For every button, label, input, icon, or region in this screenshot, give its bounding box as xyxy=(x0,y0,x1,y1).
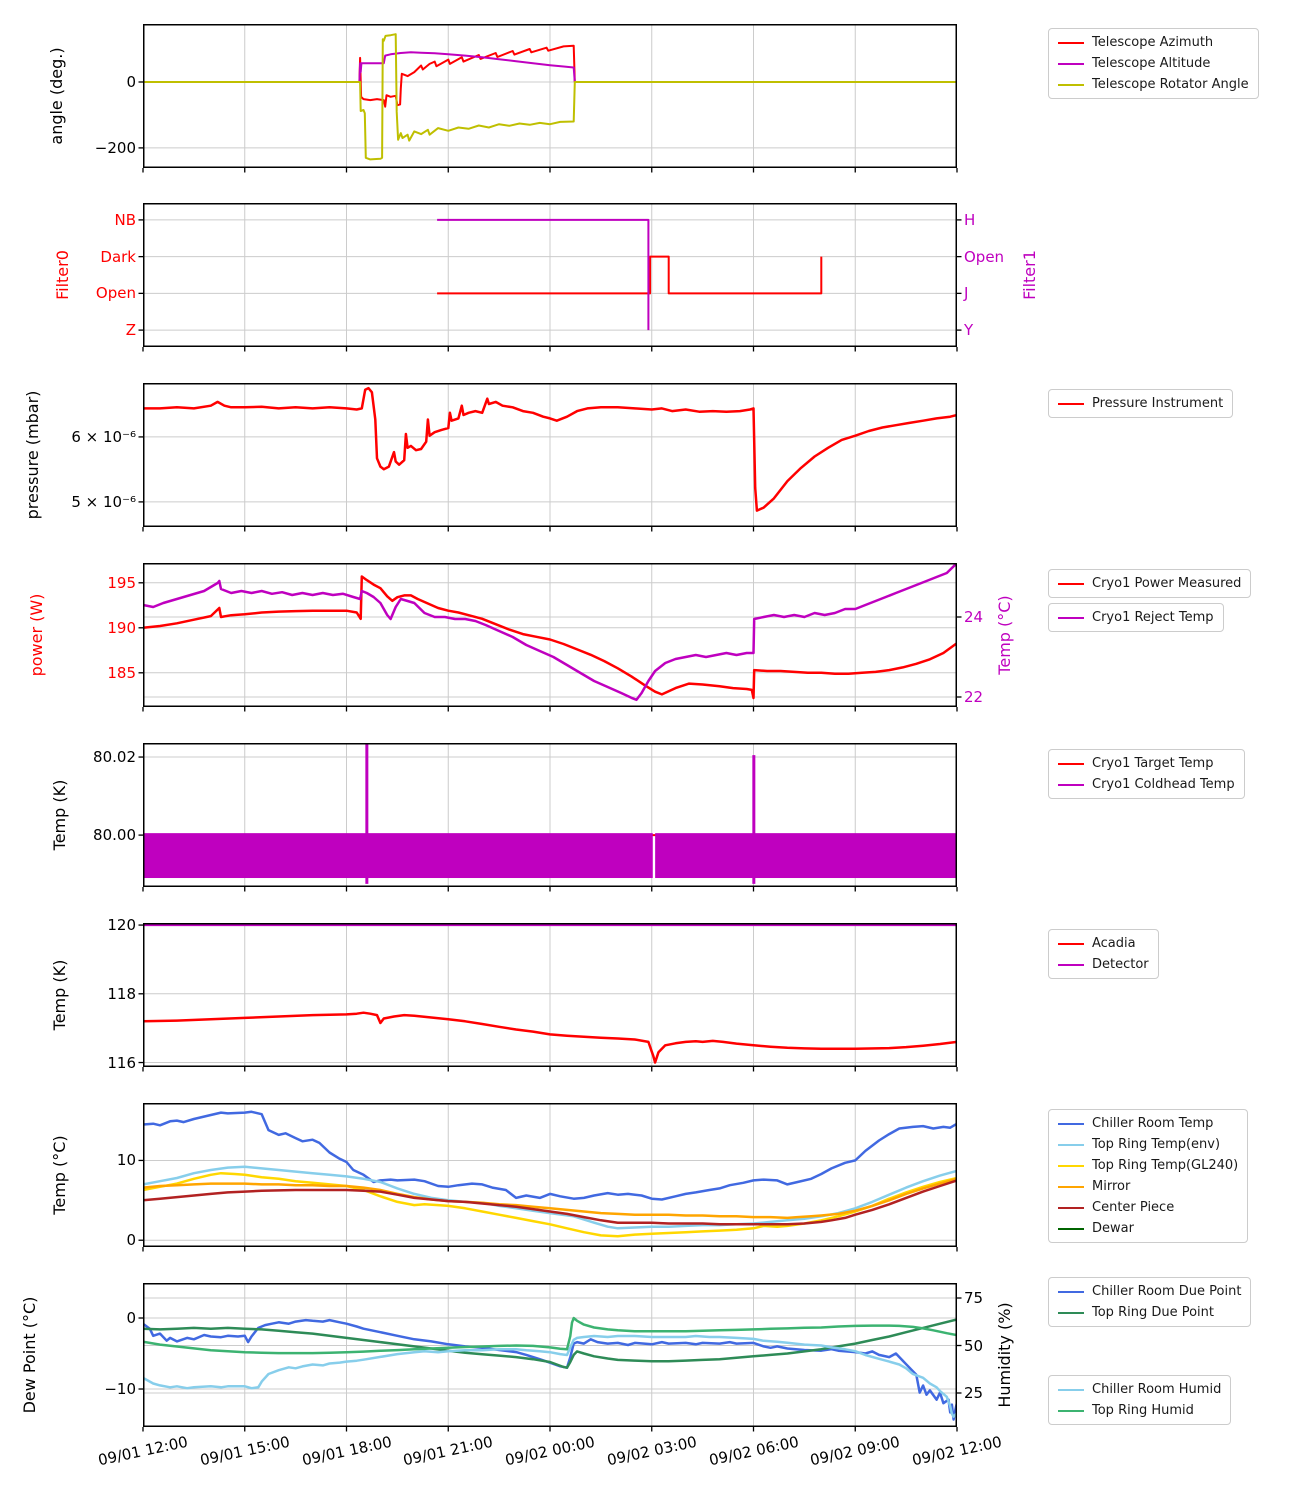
xtick-label-6: 09/02 06:00 xyxy=(707,1432,800,1470)
legend-label: Cryo1 Power Measured xyxy=(1092,576,1242,591)
panel-angle-plot xyxy=(143,24,957,168)
legend-label: Chiller Room Due Point xyxy=(1092,1284,1242,1299)
xtick-label-5: 09/02 03:00 xyxy=(605,1432,699,1470)
panel-dew-humidity-plot xyxy=(143,1283,957,1427)
legend-line-sample xyxy=(1058,784,1084,786)
dew-humidity-legend-1 xyxy=(1048,1375,1231,1425)
legend-line-sample xyxy=(1058,42,1084,44)
legend-line-sample xyxy=(1058,84,1084,86)
panel-filters-series xyxy=(437,220,821,330)
series-filter1 xyxy=(437,220,648,330)
filters-ytick-left-NB: NB xyxy=(114,210,136,229)
legend-item-telescope-altitude xyxy=(1058,55,1249,72)
legend-label: Cryo1 Target Temp xyxy=(1092,756,1214,771)
dew-humidity-ytick-right-75: 75 xyxy=(964,1289,984,1307)
legend-item-detector xyxy=(1058,956,1149,973)
ambient-temp-ylabel-left: Temp (°C) xyxy=(50,1135,69,1215)
legend-line-sample xyxy=(1058,1291,1084,1293)
angle-ytick-left-−200: −200 xyxy=(94,138,136,157)
xtick-label-4: 09/02 00:00 xyxy=(503,1432,597,1470)
legend-item-telescope-rotator-angle xyxy=(1058,76,1249,93)
pressure-ytick-left-5 × 10⁻⁶: 5 × 10⁻⁶ xyxy=(71,492,136,511)
filters-ytick-right-H: H xyxy=(964,210,976,229)
legend-line-sample xyxy=(1058,1186,1084,1188)
filters-ytick-left-Dark: Dark xyxy=(100,247,136,266)
cryo-power-ytick-right-24: 24 xyxy=(964,608,984,626)
angle-ylabel-left: angle (deg.) xyxy=(47,47,66,145)
detector-temp-ylabel-left: Temp (K) xyxy=(50,959,69,1031)
legend-item-cryo1-power-measured xyxy=(1058,575,1241,592)
legend-line-sample xyxy=(1058,1207,1084,1209)
legend-label: Telescope Rotator Angle xyxy=(1092,77,1249,92)
legend-item-top-ring-due-point xyxy=(1058,1304,1241,1321)
xtick-label-1: 09/01 15:00 xyxy=(198,1432,292,1470)
cryo-coldhead-ytick-left-80.02: 80.02 xyxy=(93,748,136,767)
legend-item-top-ring-humid xyxy=(1058,1402,1221,1419)
legend-line-sample xyxy=(1058,1123,1084,1125)
legend-item-center-piece xyxy=(1058,1199,1238,1216)
pressure-ylabel-left: pressure (mbar) xyxy=(23,390,42,520)
legend-item-cryo1-reject-temp xyxy=(1058,609,1214,626)
legend-label: Acadia xyxy=(1092,936,1136,951)
filters-ytick-right-Open: Open xyxy=(964,247,1005,266)
legend-label: Chiller Room Temp xyxy=(1092,1116,1214,1131)
angle-legend-0 xyxy=(1048,28,1259,99)
filters-ylabel-left: Filter0 xyxy=(53,250,72,300)
legend-item-pressure-instrument xyxy=(1058,395,1223,412)
legend-line-sample xyxy=(1058,763,1084,765)
legend-line-sample xyxy=(1058,1144,1084,1146)
legend-label: Cryo1 Coldhead Temp xyxy=(1092,777,1235,792)
ambient-temp-ytick-left-0: 0 xyxy=(126,1231,136,1250)
filters-ylabel-right: Filter1 xyxy=(1020,250,1039,300)
legend-label: Top Ring Humid xyxy=(1092,1403,1194,1418)
legend-label: Top Ring Temp(GL240) xyxy=(1092,1158,1239,1173)
legend-label: Center Piece xyxy=(1092,1200,1175,1215)
legend-line-sample xyxy=(1058,583,1084,585)
ambient-temp-legend-0 xyxy=(1048,1109,1248,1243)
legend-item-acadia xyxy=(1058,935,1149,952)
cryo-power-ylabel-right: Temp (°C) xyxy=(995,595,1014,675)
legend-label: Pressure Instrument xyxy=(1092,396,1224,411)
filters-ytick-right-J: J xyxy=(964,284,969,303)
legend-label: Top Ring Due Point xyxy=(1092,1305,1214,1320)
legend-label: Mirror xyxy=(1092,1179,1131,1194)
xtick-label-8: 09/02 12:00 xyxy=(910,1432,1004,1470)
dew-humidity-ytick-right-25: 25 xyxy=(964,1383,984,1402)
legend-label: Dewar xyxy=(1092,1221,1134,1236)
detector-temp-ytick-left-120: 120 xyxy=(107,916,136,935)
panel-pressure-plot xyxy=(143,383,957,527)
pressure-ytick-left-6 × 10⁻⁶: 6 × 10⁻⁶ xyxy=(71,427,136,446)
legend-line-sample xyxy=(1058,1312,1084,1314)
cryo-power-ytick-left-185: 185 xyxy=(107,663,136,682)
dew-humidity-ytick-left-−10: −10 xyxy=(104,1380,136,1398)
legend-label: Top Ring Temp(env) xyxy=(1092,1137,1221,1152)
legend-item-chiller-room-temp xyxy=(1058,1115,1238,1132)
pressure-legend-0 xyxy=(1048,389,1233,418)
legend-item-top-ring-temp-env- xyxy=(1058,1136,1238,1153)
legend-line-sample xyxy=(1058,403,1084,405)
legend-item-cryo1-coldhead-temp xyxy=(1058,776,1235,793)
filters-ytick-right-Y: Y xyxy=(964,321,974,340)
legend-line-sample xyxy=(1058,964,1084,966)
dew-humidity-ylabel-right: Humidity (%) xyxy=(995,1302,1014,1408)
dew-humidity-ytick-left-0: 0 xyxy=(126,1309,136,1327)
dew-humidity-legend-0 xyxy=(1048,1277,1251,1327)
xtick-label-0: 09/01 12:00 xyxy=(96,1432,190,1470)
legend-item-cryo1-target-temp xyxy=(1058,755,1235,772)
cryo-coldhead-ytick-left-80.00: 80.00 xyxy=(93,826,136,845)
legend-line-sample xyxy=(1058,63,1084,65)
detector-temp-legend-0 xyxy=(1048,929,1159,979)
legend-label: Telescope Altitude xyxy=(1092,56,1211,71)
angle-ytick-left-0: 0 xyxy=(126,72,136,91)
panel-filters-plot xyxy=(143,203,957,347)
xtick-label-7: 09/02 09:00 xyxy=(808,1432,902,1470)
legend-item-top-ring-temp-gl240- xyxy=(1058,1157,1238,1174)
cryo-power-ytick-right-22: 22 xyxy=(964,688,984,706)
xtick-label-2: 09/01 18:00 xyxy=(300,1432,393,1470)
detector-temp-ytick-left-116: 116 xyxy=(107,1053,136,1072)
legend-label: Chiller Room Humid xyxy=(1092,1382,1222,1397)
ambient-temp-ytick-left-10: 10 xyxy=(116,1151,136,1170)
detector-temp-ytick-left-118: 118 xyxy=(107,984,136,1003)
legend-item-dewar xyxy=(1058,1220,1238,1237)
legend-item-mirror xyxy=(1058,1178,1238,1195)
legend-line-sample xyxy=(1058,617,1084,619)
cryo-coldhead-legend-0 xyxy=(1048,749,1245,799)
cryo-power-legend-1 xyxy=(1048,603,1224,632)
filters-ytick-left-Open: Open xyxy=(95,284,136,303)
legend-line-sample xyxy=(1058,1410,1084,1412)
cryo-power-ylabel-left: power (W) xyxy=(27,593,46,677)
legend-item-chiller-room-humid xyxy=(1058,1381,1221,1398)
series-filter0 xyxy=(437,257,821,294)
xtick-label-3: 09/01 21:00 xyxy=(401,1432,495,1470)
panel-cryo-power-plot xyxy=(143,563,957,707)
legend-item-telescope-azimuth xyxy=(1058,34,1249,51)
legend-line-sample xyxy=(1058,1228,1084,1230)
panel-cryo-coldhead-plot xyxy=(143,743,957,887)
cryo-power-legend-0 xyxy=(1048,569,1251,598)
cryo-coldhead-ylabel-left: Temp (K) xyxy=(50,779,69,851)
panel-detector-temp-plot xyxy=(143,923,957,1067)
legend-label: Detector xyxy=(1092,957,1149,972)
filters-ytick-left-Z: Z xyxy=(125,321,136,340)
legend-label: Cryo1 Reject Temp xyxy=(1092,610,1214,625)
dew-humidity-ylabel-left: Dew Point (°C) xyxy=(20,1296,39,1414)
dew-humidity-ytick-right-50: 50 xyxy=(964,1336,984,1355)
legend-line-sample xyxy=(1058,1165,1084,1167)
legend-item-chiller-room-due-point xyxy=(1058,1283,1241,1300)
legend-label: Telescope Azimuth xyxy=(1092,35,1214,50)
legend-line-sample xyxy=(1058,943,1084,945)
panel-ambient-temp-plot xyxy=(143,1103,957,1247)
legend-line-sample xyxy=(1058,1389,1084,1391)
cryo-power-ytick-left-190: 190 xyxy=(107,618,136,637)
cryo-power-ytick-left-195: 195 xyxy=(107,573,136,592)
